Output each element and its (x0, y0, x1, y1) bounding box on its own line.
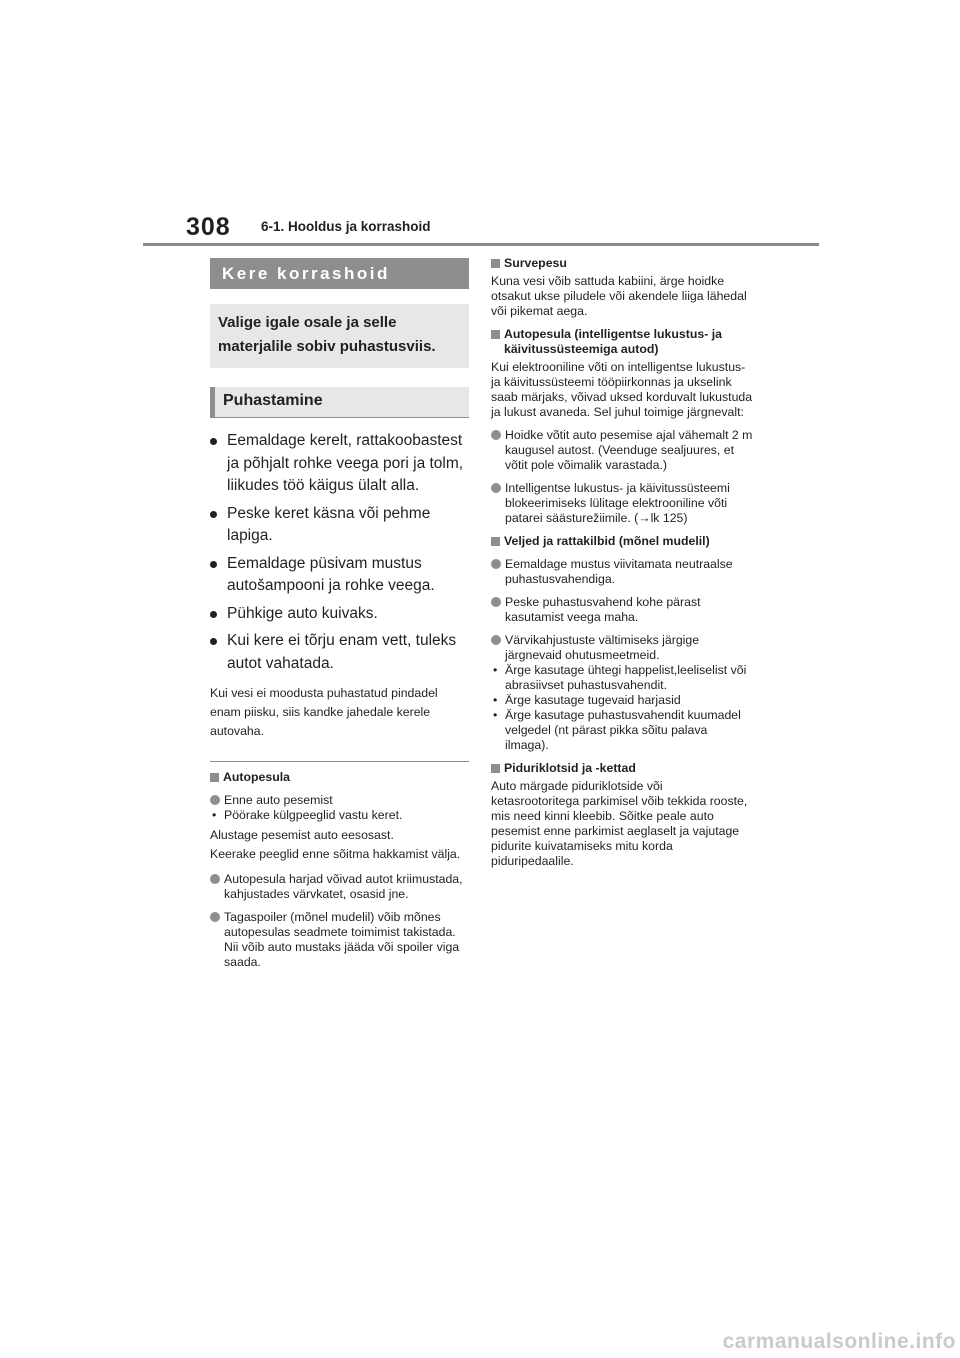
bullet-dot-icon (210, 611, 217, 618)
heading-text: Piduriklotsid ja -kettad (504, 761, 636, 775)
list-item-text: Eemaldage püsivam mustus autošampooni ja rohke veega. (227, 554, 435, 594)
list-item-text: Hoidke võtit auto pesemise ajal vähemalt 2 m kaugusel autost. (Veenduge sealjuures, et võtit pole võimalik varastada.) (505, 428, 753, 472)
heading-text: Survepesu (504, 256, 567, 270)
list-item-text: Eemaldage mustus viivitamata neutraalse puhastusvahendiga. (505, 557, 733, 586)
list-item-text: Värvikahjustuste vältimiseks järgige järgnevaid ohutusmeetmeid. (505, 633, 700, 662)
circle-bullet-icon (491, 559, 501, 569)
heading-text: Autopesula (223, 770, 290, 784)
heading-pidurid (491, 761, 753, 776)
sub-list-item: • Ärge kasutage puhastusvahendit kuumadel velgedel (nt pärast pikka sõitu palava ilmaga). (491, 708, 753, 753)
cleaning-steps-list (210, 430, 469, 675)
list-item (210, 793, 469, 808)
intro-box: Valige igale osale ja selle materjalile sobiv puhastusviis. (210, 304, 469, 368)
circle-bullet-icon (210, 912, 220, 922)
page-number: 308 (186, 213, 231, 241)
list-item-text: Peske keret käsna või pehme lapiga. (227, 504, 431, 544)
wax-note: Kui vesi ei moodusta puhastatud pindadel enam piisku, siis kandke jahedale kerele autovaha. (210, 686, 438, 738)
list-item-text: Peske puhastusvahend kohe pärast kasutamist veega maha. (505, 595, 701, 624)
list-item (491, 428, 753, 473)
sub-list-item: • Pöörake külgpeeglid vastu keret. (210, 808, 469, 823)
heading-survepesu (491, 256, 753, 271)
paragraph: Alustage pesemist auto eesosast. (210, 828, 394, 842)
paragraph: Kui elektrooniline võti on intelligentse lukustus- ja käivitussüsteemi tööpiirkonnas ja ukselink saab märjaks, võivad uksed korduvalt lukustuda ja lukust avaneda. Sel juhul toimige järgnevalt: (491, 360, 753, 419)
list-item-text: Eemaldage kerelt, rattakoobastest ja põhjalt rohke veega pori ja tolm, liikudes töö käigus ülalt alla. (227, 432, 464, 494)
bullet-dot-icon (210, 638, 217, 645)
square-bullet-icon (210, 773, 219, 782)
bullet-dot-icon (210, 511, 217, 518)
heading-text: Autopesula (intelligentse lukustus- ja käivitussüsteemiga autod) (504, 327, 722, 356)
sub-list-item: • Ärge kasutage ühtegi happelist,leeliselist või abrasiivset puhastusvahendit. (491, 663, 753, 693)
list-item (210, 872, 469, 902)
square-bullet-icon (491, 259, 500, 268)
divider (210, 761, 469, 762)
list-item (210, 603, 469, 626)
circle-bullet-icon (210, 874, 220, 884)
heading-veljed (491, 534, 753, 549)
left-column (210, 258, 469, 970)
list-item (210, 430, 469, 498)
circle-bullet-icon (210, 795, 220, 805)
square-bullet-icon (491, 764, 500, 773)
list-item-text: Intelligentse lukustus- ja käivitussüsteemi blokeerimiseks lülitage elektrooniline võti patarei säästurežiimile. (→lk 125) (505, 481, 730, 525)
square-bullet-icon (491, 537, 500, 546)
section-title: 6-1. Hooldus ja korrashoid (261, 219, 431, 234)
sub-list-item: • Ärge kasutage tugevaid harjasid (491, 693, 753, 708)
subheading-puhastamine: Puhastamine (210, 387, 469, 418)
list-item (210, 503, 469, 548)
watermark: carmanualsonline.info (722, 1330, 956, 1353)
list-item (491, 557, 753, 587)
bullet-dot-icon (210, 561, 217, 568)
list-item (210, 630, 469, 675)
list-item (491, 595, 753, 625)
list-item (210, 910, 469, 970)
paragraph: Keerake peeglid enne sõitma hakkamist välja. (210, 847, 461, 861)
list-item (491, 633, 753, 663)
header-rule (143, 243, 819, 246)
list-item-text: Enne auto pesemist (224, 793, 333, 807)
bullet-dot-icon (210, 438, 217, 445)
heading-autopesula (210, 770, 469, 785)
right-column (491, 256, 753, 869)
square-bullet-icon (491, 330, 500, 339)
paragraph: Auto märgade piduriklotside või ketasrootoritega parkimisel võib tekkida rooste, mis need kinni kleebib. Sõitke peale auto pesemist enne parkimist aeglaselt ja vajutage pidurite kuivatamiseks mitu korda piduripedaalile. (491, 779, 748, 868)
topic-banner: Kere korrashoid (210, 258, 469, 289)
circle-bullet-icon (491, 483, 501, 493)
heading-smart-entry (491, 327, 753, 357)
list-item-text: Autopesula harjad võivad autot kriimustada, kahjustades värvkatet, osasid jne. (224, 872, 463, 901)
list-item-text: Tagaspoiler (mõnel mudelil) võib mõnes autopesulas seadmete toimimist takistada. Nii võib auto mustaks jääda või spoiler viga saada. (224, 910, 460, 969)
heading-text: Veljed ja rattakilbid (mõnel mudelil) (504, 534, 710, 548)
paragraph: Kuna vesi võib sattuda kabiini, ärge hoidke otsakut ukse piludele või akendele liiga lähedal või pikemat aega. (491, 274, 747, 318)
list-item-text: Pühkige auto kuivaks. (227, 604, 378, 622)
circle-bullet-icon (491, 597, 501, 607)
list-item (210, 553, 469, 598)
circle-bullet-icon (491, 430, 501, 440)
list-item-text: Kui kere ei tõrju enam vett, tuleks autot vahatada. (227, 632, 457, 672)
list-item (491, 481, 753, 526)
circle-bullet-icon (491, 635, 501, 645)
